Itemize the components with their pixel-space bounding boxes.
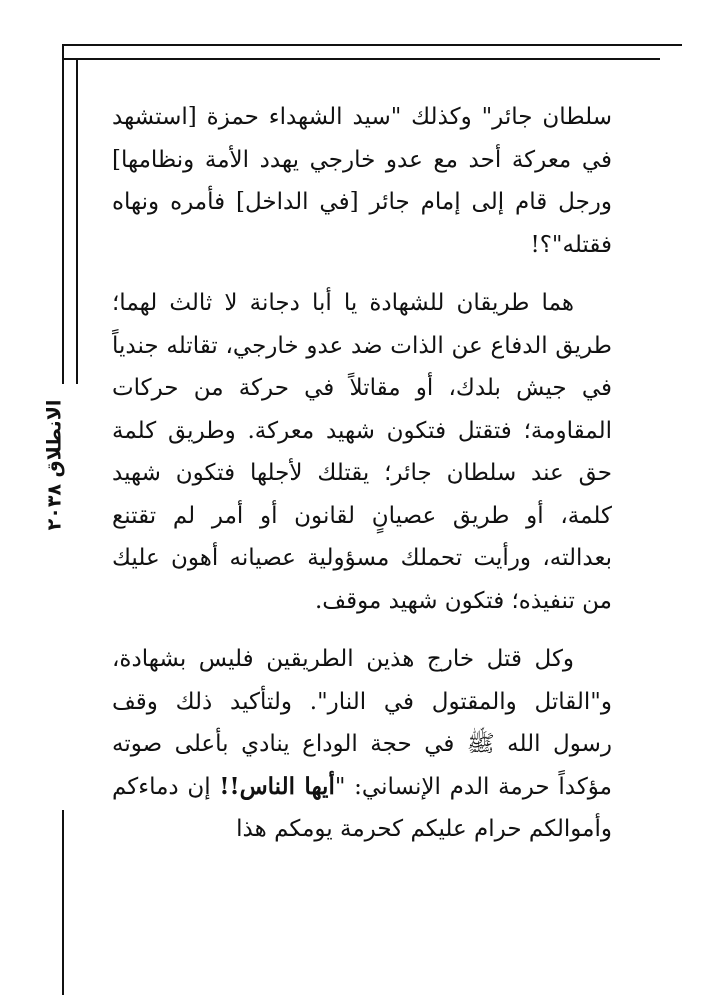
left-border-outer [62,44,64,384]
left-border-inner [76,58,78,384]
paragraph-3-start: وكل قتل خارج هذين الطريقين فليس بشهادة، و"القاتل والمقتول في النار". ولتأكيد ذلك وقف رسول الله ﷺ في حجة الوداع ينادي بأعلى صوته مؤكداً حرمة الدم الإنساني: " [112,646,612,800]
paragraph-2: هما طريقان للشهادة يا أبا دجانة لا ثالث لهما؛ طريق الدفاع عن الذات ضد عدو خارجي، تقاتله جندياً في جيش بلدك، أو مقاتلاً في حركة من حركات المقاومة؛ فتقتل فتكون شهيد معركة. وطريق كلمة حق عند سلطان جائر؛ يقتلك لأجلها فتكون شهيد كلمة، أو طريق عصيانٍ لقانون أو أمر لم تقتنع بعدالته، ورأيت تحملك مسؤولية عصيانه أهون عليك من تنفيذه؛ فتكون شهيد موقف. [112,290,613,614]
left-border-bottom [62,810,64,995]
top-border-inner [62,58,660,60]
running-header [24,400,84,530]
top-border-outer [62,44,682,46]
paragraph-1: سلطان جائر" وكذلك "سيد الشهداء حمزة [استشهد في معركة أحد مع عدو خارجي يهدد الأمة ونظامها] ورجل قام إلى إمام جائر [في الداخل] فأمره ونهاه فقتله"؟! [112,104,612,258]
running-header-text: الانطلاق ٢٠٣٨ [43,399,66,531]
paragraph-3-end: إن دماءكم وأموالكم حرام عليكم كحرمة يومكم هذا [112,773,612,842]
paragraph-3 [112,638,612,851]
body-text [112,96,612,851]
paragraph-3-emphasis: أيها الناس!! [219,772,335,800]
